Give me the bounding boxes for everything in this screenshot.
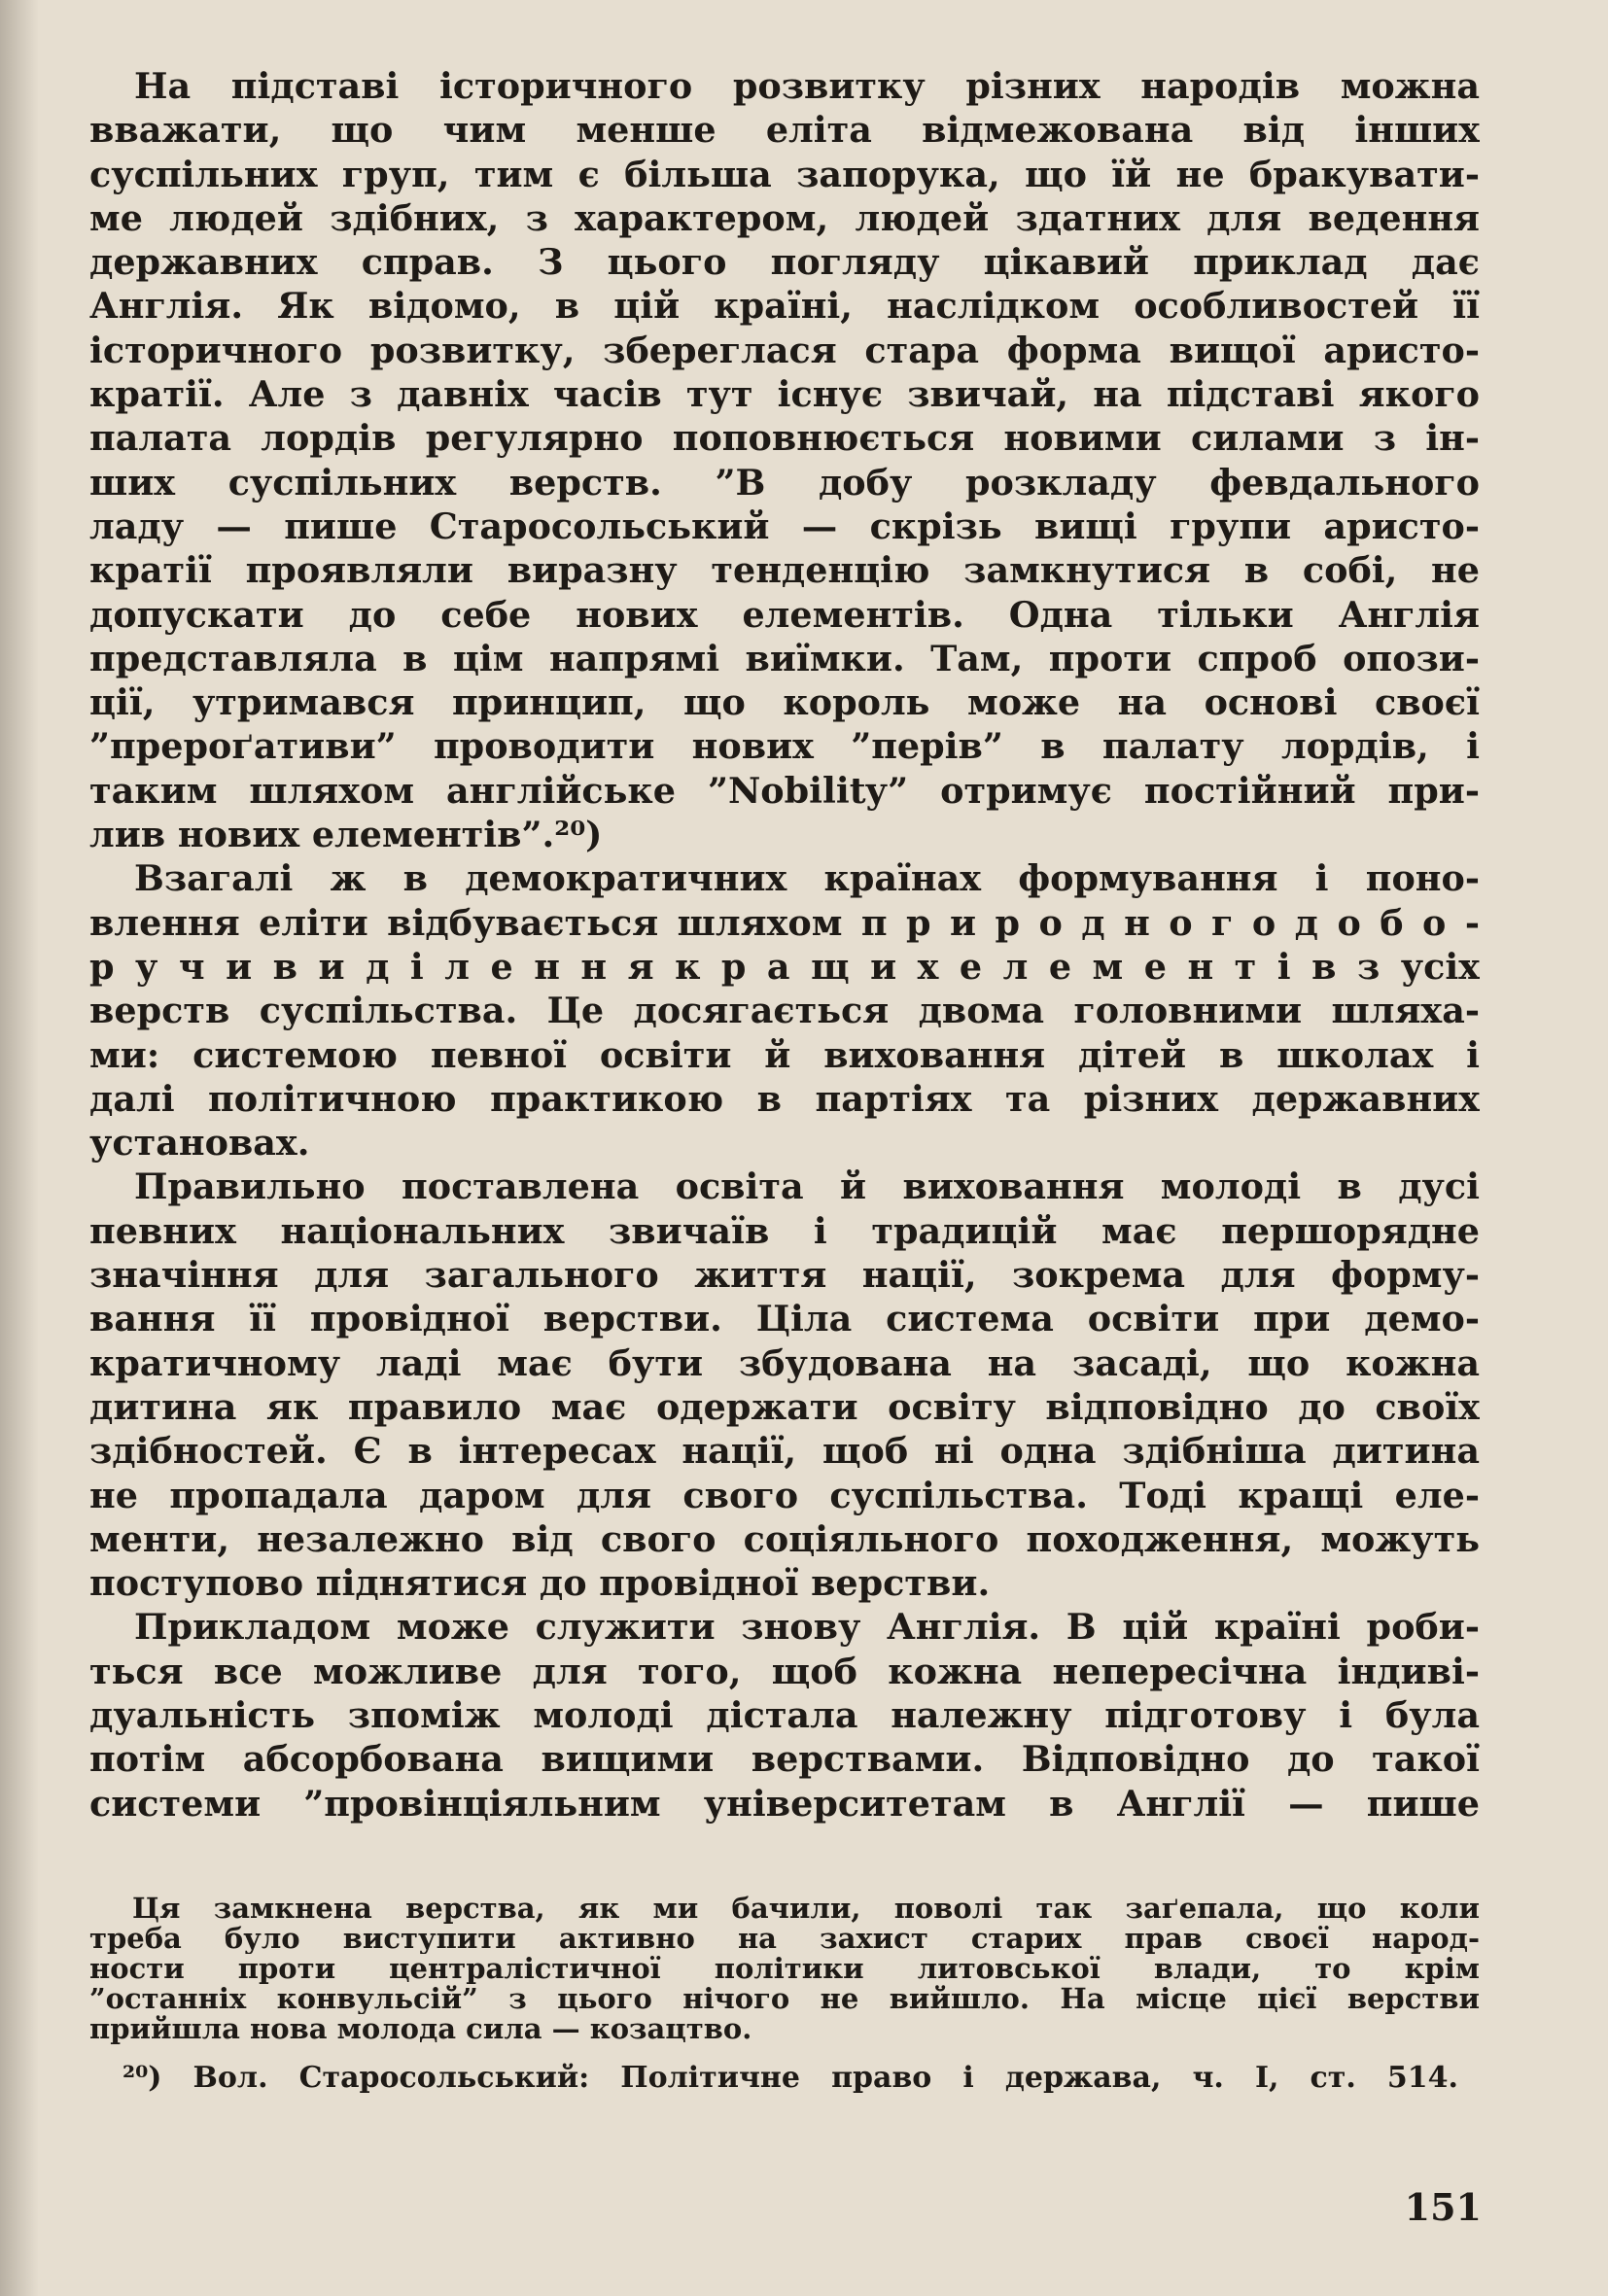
footnote-20: ²⁰) Вол. Старосольський: Політичне право і держава, ч. I, ст. 514. [122,2062,1458,2095]
text-line: На підставі історичного розвитку різних народів можна [134,65,1480,107]
text-line: лив нових елементів”.²⁰) [89,814,603,856]
text-line: ”прероґативи” проводити нових ”перів” в палату лордів, і [89,725,1480,768]
text-line: ться все можливе для того, щоб кожна непересічна індиві- [89,1650,1480,1692]
text-line: державних справ. З цього погляду цікавий приклад дає [89,241,1480,284]
text-line: кратичному ладі має бути збудована на засаді, що кожна [89,1341,1480,1384]
page-edge-shadow [0,0,39,2296]
text-line: представляла в цім напрямі виїмки. Там, проти спроб опози- [89,637,1480,679]
text-line: Англія. Як відомо, в цій країні, наслідком особливостей її [89,285,1480,328]
text-line: верств суспільства. Це досягається двома головними шляха- [89,990,1480,1032]
text-line: Правильно поставлена освіта й виховання молоді в дусі [134,1165,1480,1208]
text-line: палата лордів регулярно поповнюється новими силами з ін- [89,417,1480,460]
text-line: ладу — пише Старосольський — скрізь вищі групи аристо- [89,504,1480,547]
main-text [89,64,1480,1826]
text-line: поступово піднятися до провідної верстви. [89,1562,991,1605]
text-line: далі політичною практикою в партіях та різних державних [89,1077,1480,1120]
text-line: ме людей здібних, з характером, людей здатних для ведення [89,196,1480,239]
text-line: вання її провідної верстви. Ціла система освіти при демо- [89,1298,1480,1340]
text-line: історичного розвитку, збереглася стара форма вищої аристо- [89,329,1480,371]
text-line: Прикладом може служити знову Англія. В цій країні роби- [134,1606,1480,1649]
footnotes [89,1894,1480,2095]
footnote-line: ности проти централістичної політики литовської влади, то крім [89,1954,1480,1984]
text-line: ми: системою певної освіти й виховання дітей в школах і [89,1033,1480,1076]
text-line: менти, незалежно від свого соціяльного походження, можуть [89,1517,1480,1560]
text-line: суспільних груп, тим є більша запорука, що їй не бракувати- [89,153,1480,195]
footnote-line: Ця замкнена верства, як ми бачили, поволі так заґепала, що коли [132,1894,1480,1924]
text-line: системи ”провінціяльним університетам в Англії — пише [89,1782,1480,1825]
text-line: допускати до себе нових елементів. Одна тільки Англія [89,593,1480,636]
text-line: потім абсорбована вищими верствами. Відповідно до такої [89,1738,1480,1781]
text-line: ції, утримався принцип, що король може на основі своєї [89,681,1480,724]
text-line: установах. [89,1122,310,1165]
text-line: не пропадала даром для свого суспільства. Тоді кращі еле- [89,1474,1480,1516]
text-line: здібностей. Є в інтересах нації, щоб ні одна здібніша дитина [89,1430,1480,1473]
text-line: певних національних звичаїв і традицій має першорядне [89,1209,1480,1252]
text-line: значіння для загального життя нації, зокрема для форму- [89,1254,1480,1297]
footnote-line: прийшла нова молода сила — козацтво. [89,2014,752,2044]
text-line: кратії. Але з давніх часів тут існує звичай, на підставі якого [89,373,1480,416]
text-line: дитина як правило має одержати освіту відповідно до своїх [89,1385,1480,1428]
text-line: Взагалі ж в демократичних країнах формування і поно- [134,857,1480,900]
footnote-continuation [89,1894,1480,2044]
text-line: таким шляхом англійське ”Nobility” отримує постійний при- [89,769,1480,812]
footnote-line: треба було виступити активно на захист старих прав своєї народ- [89,1924,1480,1954]
text-line: р у ч и в и д і л е н н я к р а щ и х е л е м е н т і в з усіх [89,945,1480,988]
text-line: кратії проявляли виразну тенденцію замкнутися в собі, не [89,549,1480,592]
text-line: ших суспільних верств. ”В добу розкладу февдального [89,461,1480,504]
text-line: вважати, що чим менше еліта відмежована від інших [89,109,1480,152]
text-line: влення еліти відбувається шляхом п р и р о д н о г о д о б о - [89,901,1480,944]
page-number: 151 [1404,2185,1482,2229]
footnote-line: ”останніх конвульсій” з цього нічого не вийшло. На місце цієї верстви [89,1984,1480,2014]
text-line: дуальність зпоміж молоді дістала належну підготову і була [89,1693,1480,1736]
